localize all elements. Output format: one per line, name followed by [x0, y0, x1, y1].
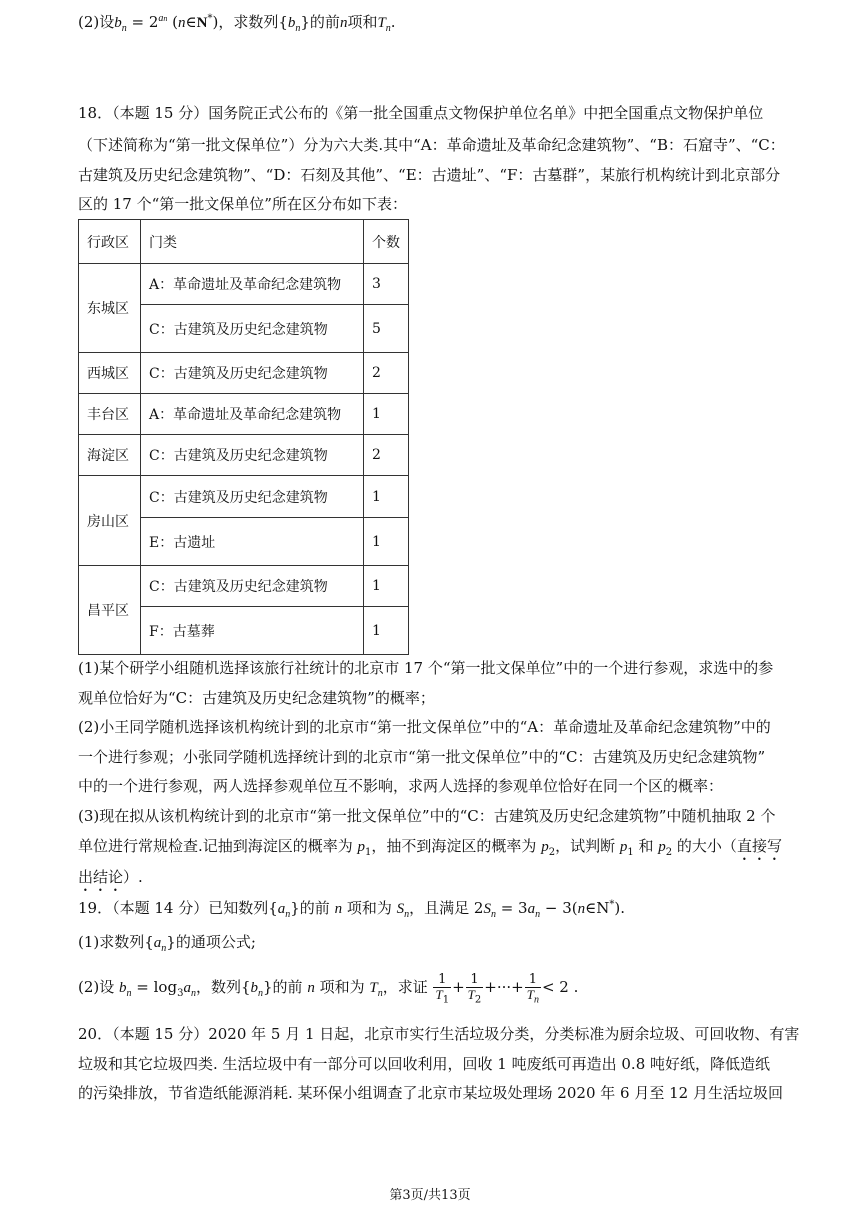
q19-part2-line: (2)设 $b_n = \log_3a_n$，数列$\{b_n\}$的前 n 项和为 $T_n$，求证 $\frac{1}{T_1}$ + $\frac{1}{T_2}$ +···+ $\frac{1}{T_n}$ < 2 .: [78, 972, 579, 1006]
q18-part3-line1: (3)现在拟从该机构统计到的北京市“第一批文保单位”中的“C：古建筑及历史纪念建筑物”中随机抽取 2 个: [78, 807, 776, 825]
q18-part2-line2: 一个进行参观；小张同学随机选择统计到的北京市“第一批文保单位”中的“C：古建筑及历史纪念建筑物”: [78, 748, 766, 766]
table-row: [79, 264, 409, 305]
q18-part2-line3: 中的一个进行参观，两人选择参观单位互不影响，求两人选择的参观单位恰好在同一个区的概率：: [78, 777, 724, 795]
heritage-table: [78, 219, 409, 655]
q20-line2: 垃圾和其它垃圾四类. 生活垃圾中有一部分可以回收利用，回收 1 吨废纸可再造出 0.8 吨好纸，降低造纸: [78, 1055, 771, 1073]
category-cell: C：古建筑及历史纪念建筑物: [141, 305, 364, 353]
category-cell: A：革命遗址及革命纪念建筑物: [141, 264, 364, 305]
q18-intro-line4: 区的 17 个“第一批文保单位”所在区分布如下表：: [78, 195, 407, 213]
q18-part2-line1: (2)小王同学随机选择该机构统计到的北京市“第一批文保单位”中的“A：革命遗址及革命纪念建筑物”中的: [78, 718, 771, 736]
q19-intro-line: 19．（本题 14 分）已知数列$\{a_n\}$的前 n 项和为 $S_n$，且满足 $2S_n = 3a_n$ − 3(n∈N*).: [78, 899, 625, 920]
category-cell: F：古墓葬: [141, 607, 364, 655]
count-cell: 3: [364, 264, 409, 305]
header-district: 行政区: [79, 220, 141, 264]
table-row: [79, 394, 409, 435]
category-cell: C：古建筑及历史纪念建筑物: [141, 476, 364, 518]
district-cell: 东城区: [79, 264, 141, 353]
district-cell: 西城区: [79, 353, 141, 394]
q19-part1-line: (1)求数列$\{a_n\}$的通项公式;: [78, 933, 256, 954]
q20-line3: 的污染排放，节省造纸能源消耗. 某环保小组调查了北京市某垃圾处理场 2020 年 6 月至 12 月生活垃圾回: [78, 1084, 783, 1102]
fraction-1-over-Tn: $\frac{1}{T_n}$: [526, 972, 539, 1006]
district-cell: 房山区: [79, 476, 141, 566]
district-cell: 海淀区: [79, 435, 141, 476]
q18-intro-line2: （下述简称为“第一批文保单位”）分为六大类.其中“A：革命遗址及革命纪念建筑物”、“B：石窟寺”、“C：: [78, 136, 785, 154]
count-cell: 1: [364, 518, 409, 566]
count-cell: 1: [364, 476, 409, 518]
q18-part1-line2: 观单位恰好为“C：古建筑及历史纪念建筑物”的概率；: [78, 689, 435, 707]
table-row: [79, 435, 409, 476]
fraction-1-over-T1: $\frac{1}{T_1}$: [435, 972, 450, 1006]
district-cell: 丰台区: [79, 394, 141, 435]
fraction-1-over-T2: $\frac{1}{T_2}$: [467, 972, 482, 1006]
count-cell: 2: [364, 435, 409, 476]
q18-intro-line3: 古建筑及历史纪念建筑物”、“D：石刻及其他”、“E：古遗址”、“F：古墓群”，某旅行机构统计到北京部分: [78, 166, 781, 184]
district-cell: 昌平区: [79, 566, 141, 655]
q20-line1: 20．（本题 15 分）2020 年 5 月 1 日起，北京市实行生活垃圾分类，分类标准为厨余垃圾、可回收物、有害: [78, 1025, 800, 1043]
table-header-row: [79, 220, 409, 264]
category-cell: C：古建筑及历史纪念建筑物: [141, 353, 364, 394]
header-category: 门类: [141, 220, 364, 264]
count-cell: 1: [364, 607, 409, 655]
q18-part3-line3: 出结论）.: [78, 868, 143, 886]
count-cell: 1: [364, 394, 409, 435]
category-cell: C：古建筑及历史纪念建筑物: [141, 566, 364, 607]
category-cell: A：革命遗址及革命纪念建筑物: [141, 394, 364, 435]
category-cell: E：古遗址: [141, 518, 364, 566]
q18-part1-line1: (1)某个研学小组随机选择该旅行社统计的北京市 17 个“第一批文保单位”中的一个进行参观，求选中的参: [78, 659, 774, 677]
table-row: [79, 566, 409, 607]
q17-part2-line: (2)设$b_n = 2^{an}$ (n∈N*)，求数列$\{b_n\}$的前n项和$T_n$.: [78, 13, 396, 34]
count-cell: 5: [364, 305, 409, 353]
count-cell: 1: [364, 566, 409, 607]
category-cell: C：古建筑及历史纪念建筑物: [141, 435, 364, 476]
table-row: [79, 353, 409, 394]
q18-intro-line1: 18．（本题 15 分）国务院正式公布的《第一批全国重点文物保护单位名单》中把全国重点文物保护单位: [78, 104, 764, 122]
header-count: 个数: [364, 220, 409, 264]
count-cell: 2: [364, 353, 409, 394]
q18-part3-line2: 单位进行常规检查.记抽到海淀区的概率为 $p_1$，抽不到海淀区的概率为 $p_2$，试判断 $p_1$ 和 $p_2$ 的大小（直接写: [78, 837, 782, 858]
table-row: [79, 476, 409, 518]
page-footer: 第3页/共13页: [389, 1188, 471, 1203]
